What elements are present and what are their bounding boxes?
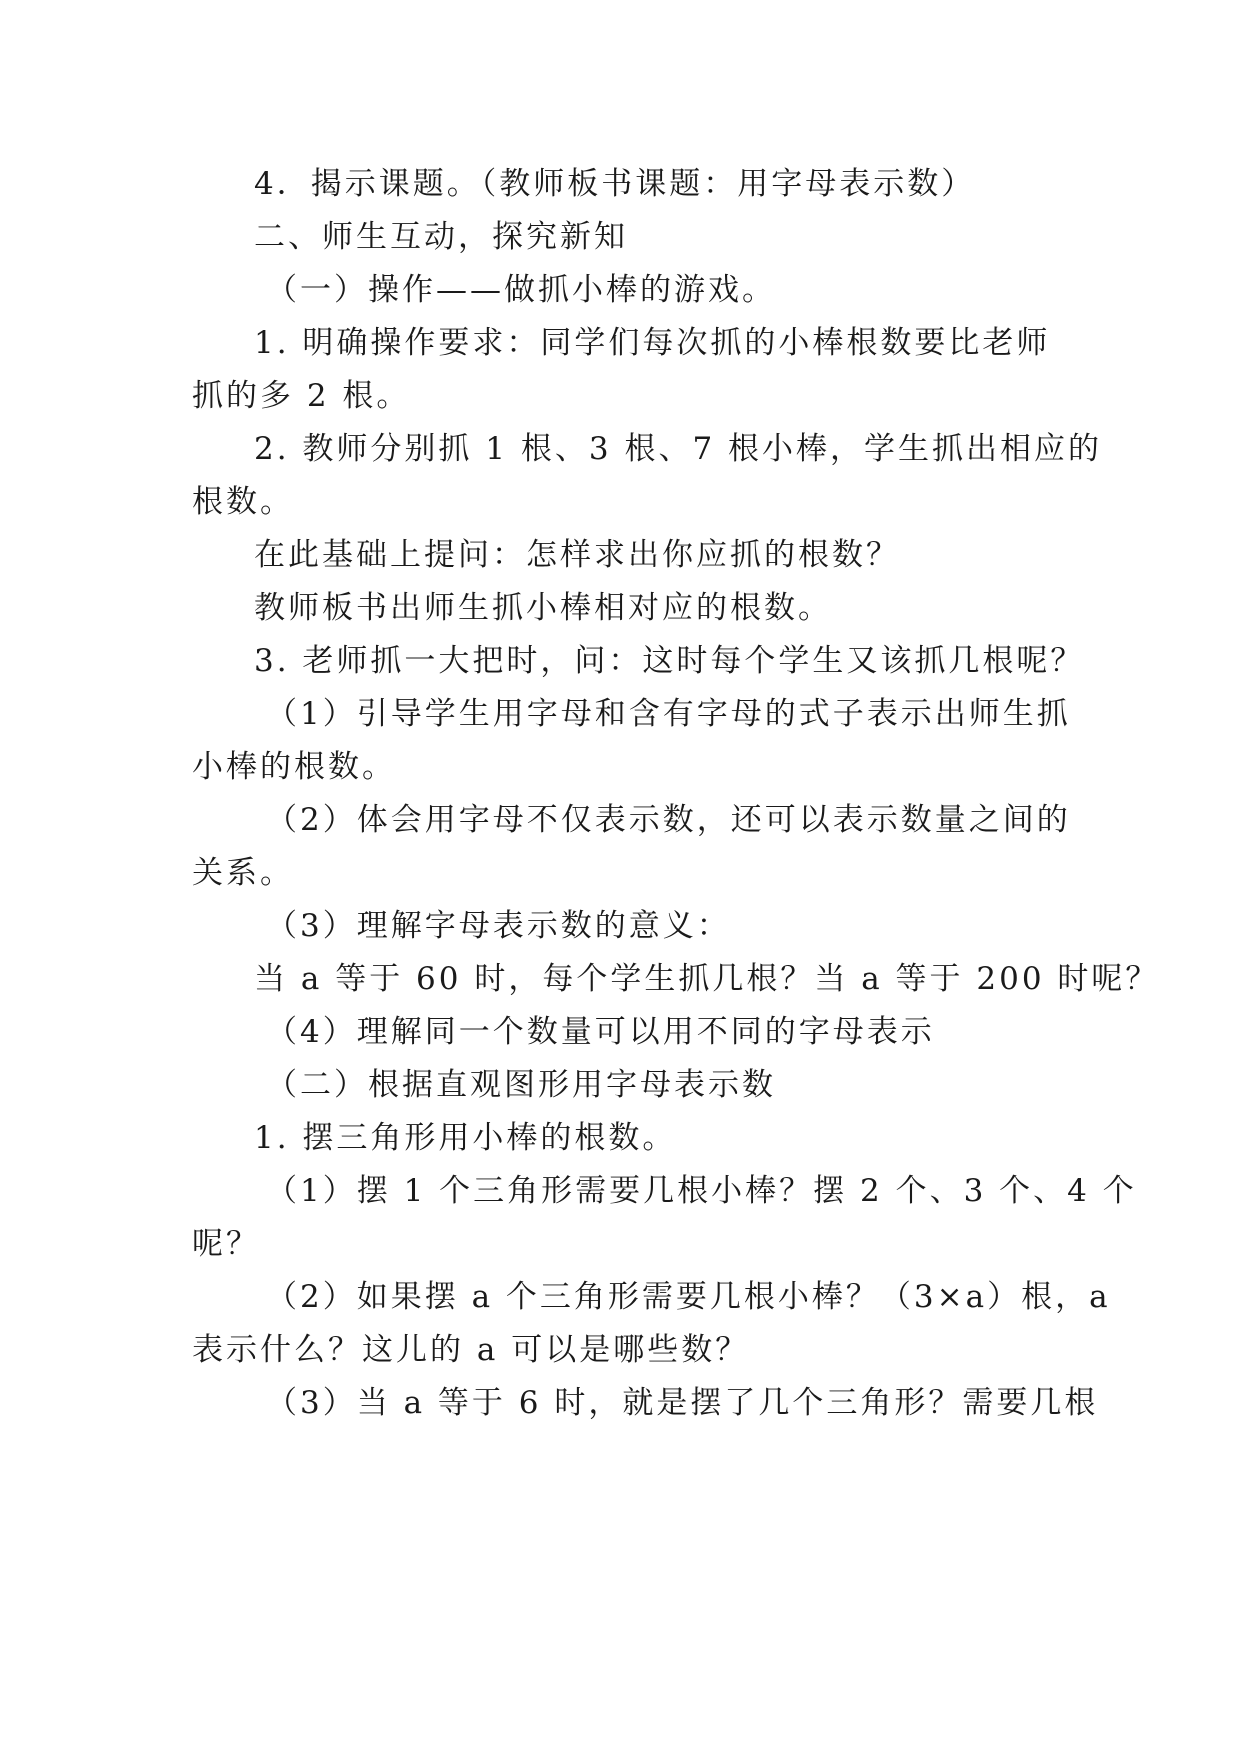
text-line: （1）引导学生用字母和含有字母的式子表示出师生抓 bbox=[266, 696, 1071, 732]
text-line: 小棒的根数。 bbox=[192, 749, 396, 785]
text-line: （2）如果摆 a 个三角形需要几根小棒？（3×a）根，a bbox=[266, 1279, 1111, 1315]
text-line: 根数。 bbox=[192, 484, 294, 520]
text-line: 4．揭示课题。（教师板书课题：用字母表示数） bbox=[254, 166, 976, 202]
text-line: 当 a 等于 60 时，每个学生抓几根？当 a 等于 200 时呢？ bbox=[254, 961, 1160, 997]
text-line: 在此基础上提问：怎样求出你应抓的根数？ bbox=[254, 537, 900, 573]
text-line: 1. 摆三角形用小棒的根数。 bbox=[254, 1120, 677, 1156]
text-line: 教师板书出师生抓小棒相对应的根数。 bbox=[254, 590, 832, 626]
text-line: 抓的多 2 根。 bbox=[192, 378, 411, 414]
text-line: 呢？ bbox=[192, 1226, 260, 1262]
text-line: 3. 老师抓一大把时，问：这时每个学生又该抓几根呢？ bbox=[254, 643, 1085, 679]
text-line: 2. 教师分别抓 1 根、3 根、7 根小棒，学生抓出相应的 bbox=[254, 431, 1103, 467]
text-line: 1. 明确操作要求：同学们每次抓的小棒根数要比老师 bbox=[254, 325, 1051, 361]
text-line: （2）体会用字母不仅表示数，还可以表示数量之间的 bbox=[266, 802, 1071, 838]
text-line: （二）根据直观图形用字母表示数 bbox=[266, 1067, 776, 1103]
text-line: （3）当 a 等于 6 时，就是摆了几个三角形？需要几根 bbox=[266, 1385, 1099, 1421]
text-line: （4）理解同一个数量可以用不同的字母表示 bbox=[266, 1014, 935, 1050]
text-line: （1）摆 1 个三角形需要几根小棒？摆 2 个、3 个、4 个 bbox=[266, 1173, 1137, 1209]
text-line: （一）操作——做抓小棒的游戏。 bbox=[266, 272, 776, 308]
text-line: 二、师生互动，探究新知 bbox=[254, 219, 628, 255]
text-line: 表示什么？这儿的 a 可以是哪些数？ bbox=[192, 1332, 750, 1368]
text-line: （3）理解字母表示数的意义： bbox=[266, 908, 731, 944]
text-line: 关系。 bbox=[192, 855, 294, 891]
